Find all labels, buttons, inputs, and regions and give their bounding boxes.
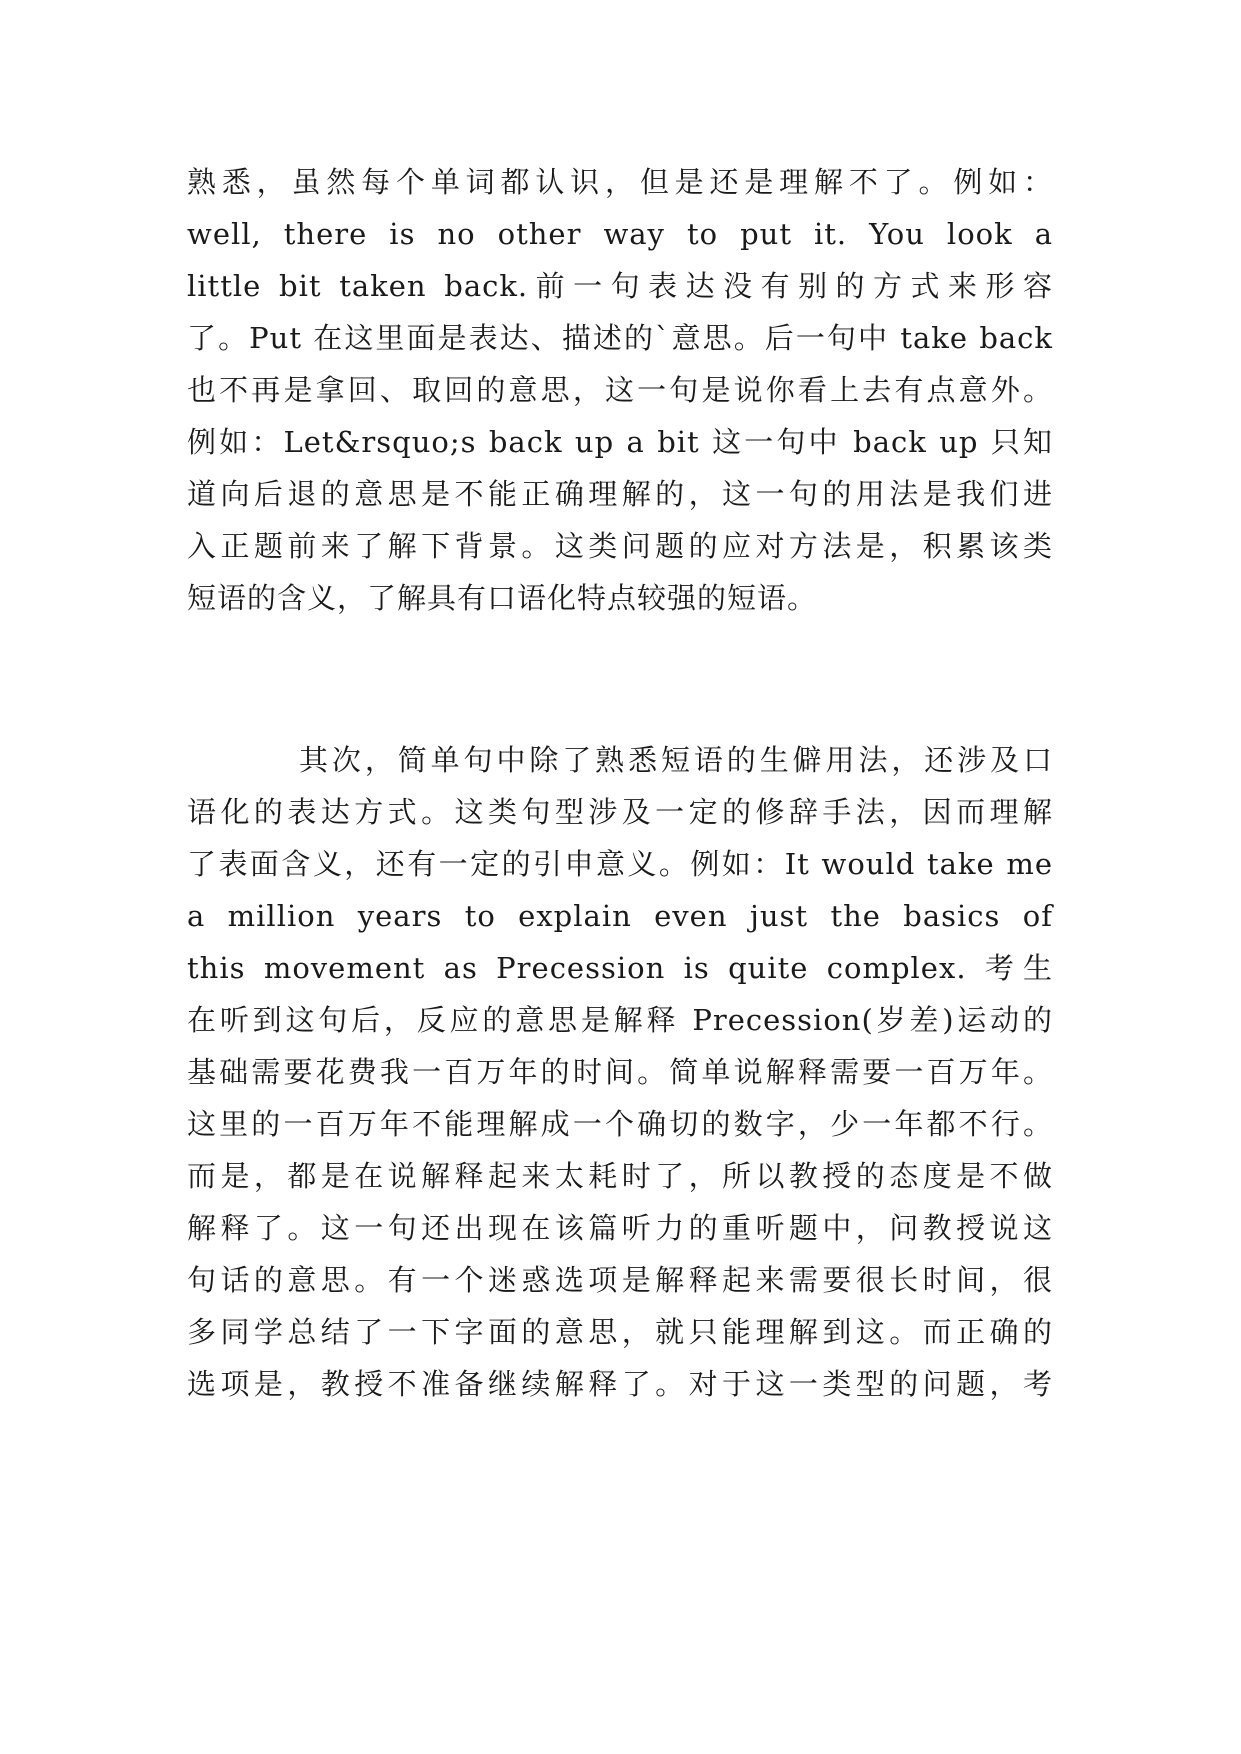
paragraph-1-line-5: 也不再是拿回、取回的意思，这一句是说你看上去有点意外。 [187, 373, 1053, 407]
paragraph-2-line-6: 在听到这句后，反应的意思是解释 Precession(岁差)运动的 [187, 1003, 1053, 1037]
paragraph-2-line-7: 基础需要花费我一百万年的时间。简单说解释需要一百万年。 [187, 1055, 1053, 1089]
paragraph-1-line-4: 了。Put 在这里面是表达、描述的`意思。后一句中 take back [187, 321, 1053, 355]
paragraph-2-line-5: this movement as Precession is quite complex. 考生 [187, 951, 1053, 985]
paragraph-2-line-8: 这里的一百万年不能理解成一个确切的数字，少一年都不行。 [187, 1107, 1053, 1141]
paragraph-1-line-3: little bit taken back.前一句表达没有别的方式来形容 [187, 269, 1053, 303]
paragraph-1-line-8: 入正题前来了解下背景。这类问题的应对方法是，积累该类 [187, 529, 1053, 563]
paragraph-1-line-9: 短语的含义，了解具有口语化特点较强的短语。 [187, 581, 818, 615]
paragraph-2-line-13: 选项是，教授不准备继续解释了。对于这一类型的问题，考 [187, 1367, 1053, 1401]
paragraph-2-line-11: 句话的意思。有一个迷惑选项是解释起来需要很长时间，很 [187, 1263, 1053, 1297]
paragraph-2-line-12: 多同学总结了一下字面的意思，就只能理解到这。而正确的 [187, 1315, 1053, 1349]
paragraph-2-line-10: 解释了。这一句还出现在该篇听力的重听题中，问教授说这 [187, 1211, 1053, 1245]
paragraph-2-line-1: 其次，简单句中除了熟悉短语的生僻用法，还涉及口 [299, 743, 1053, 777]
paragraph-2-line-4: a million years to explain even just the basics of [187, 899, 1053, 933]
paragraph-1-line-6: 例如：Let&rsquo;s back up a bit 这一句中 back up 只知 [187, 425, 1053, 459]
paragraph-2-line-9: 而是，都是在说解释起来太耗时了，所以教授的态度是不做 [187, 1159, 1053, 1193]
paragraph-1-line-7: 道向后退的意思是不能正确理解的，这一句的用法是我们进 [187, 477, 1053, 511]
paragraph-2-line-2: 语化的表达方式。这类句型涉及一定的修辞手法，因而理解 [187, 795, 1053, 829]
paragraph-1-line-1: 熟悉，虽然每个单词都认识，但是还是理解不了。例如： [187, 165, 1053, 199]
paragraph-1-line-2: well, there is no other way to put it. You look a [187, 217, 1053, 251]
paragraph-2-line-3: 了表面含义，还有一定的引申意义。例如：It would take me [187, 847, 1053, 881]
